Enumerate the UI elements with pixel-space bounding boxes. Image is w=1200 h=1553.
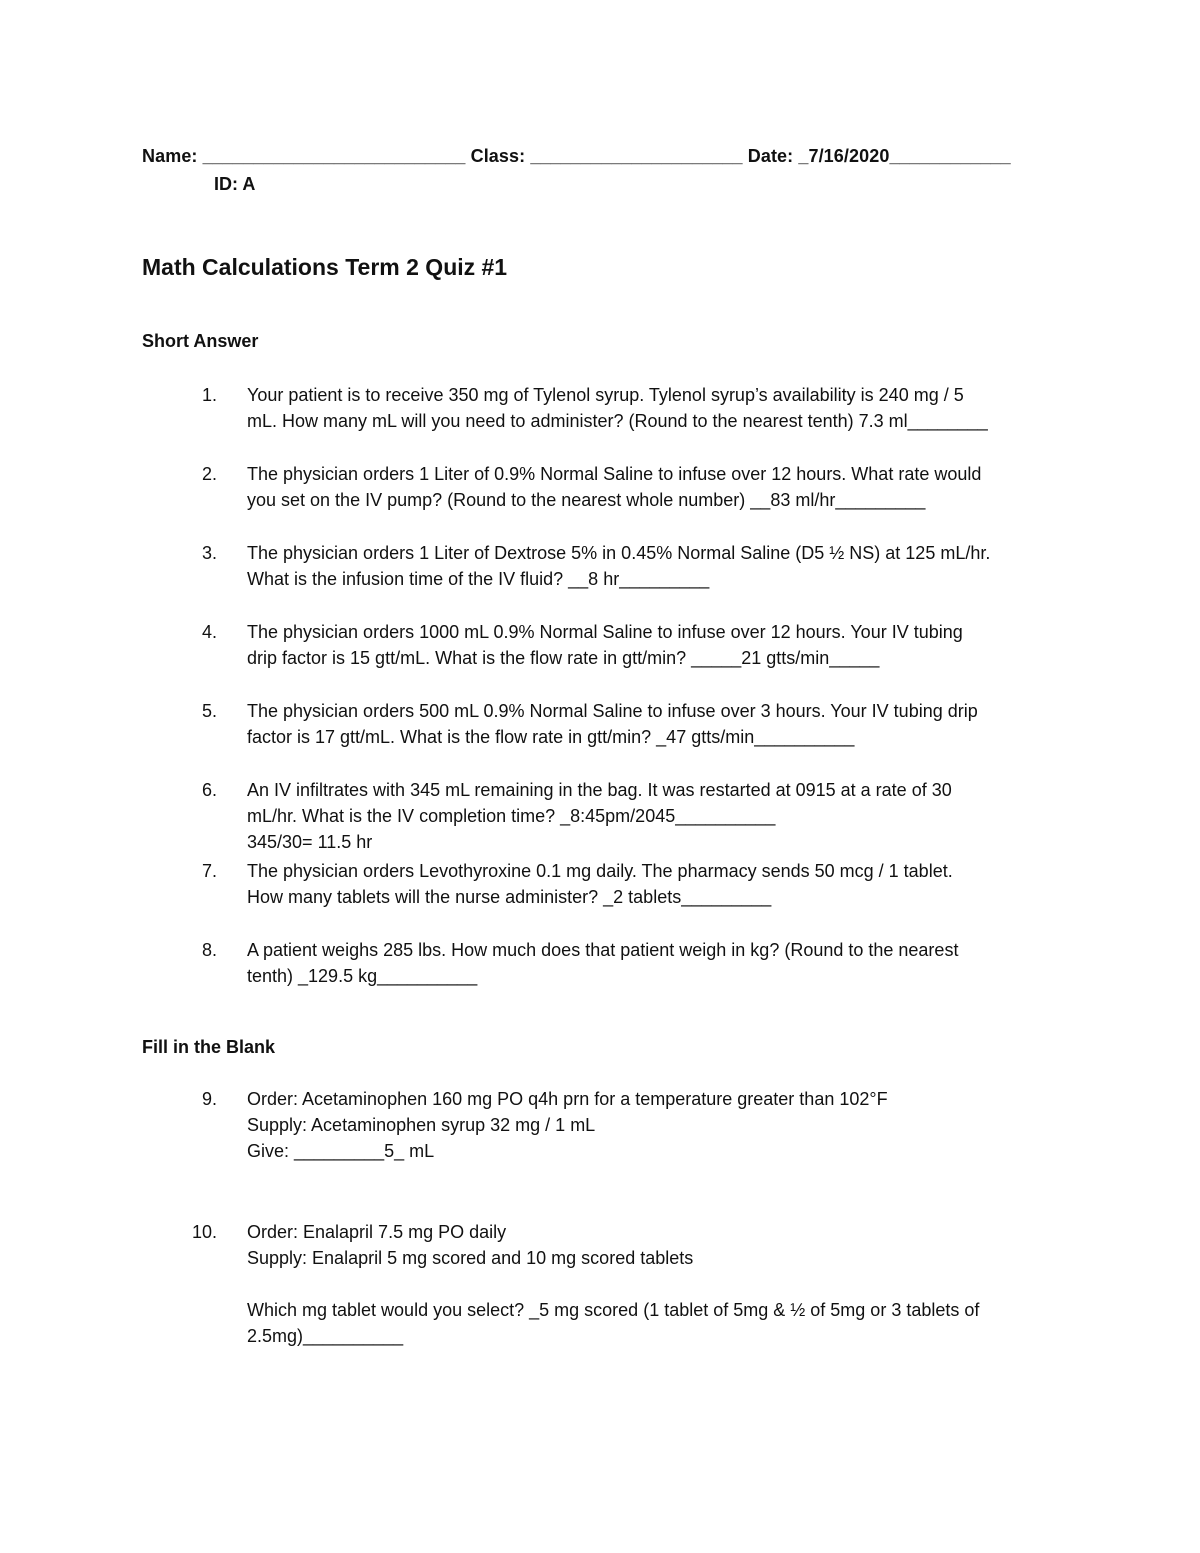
question-text: mL. How many mL will you need to administer? (Round to the nearest tenth) 7.3 ml________ xyxy=(247,411,988,431)
question-work: 345/30= 11.5 hr xyxy=(247,832,373,852)
question-text: The physician orders 1 Liter of 0.9% Normal Saline to infuse over 12 hours. What rate would xyxy=(247,464,982,484)
question-5 xyxy=(142,698,1102,750)
question-number: 8. xyxy=(202,940,218,960)
question-number: 10. xyxy=(192,1222,218,1242)
question-3 xyxy=(142,540,1102,592)
quiz-title: Math Calculations Term 2 Quiz #1 xyxy=(142,254,508,280)
question-text: 2.5mg)__________ xyxy=(247,1326,404,1346)
question-text: What is the infusion time of the IV fluid? __8 hr_________ xyxy=(247,569,710,589)
question-text: An IV infiltrates with 345 mL remaining in the bag. It was restarted at 0915 at a rate of 30 xyxy=(247,780,952,800)
question-4 xyxy=(142,619,1102,671)
question-6 xyxy=(142,777,1102,855)
question-text: The physician orders 1000 mL 0.9% Normal Saline to infuse over 12 hours. Your IV tubing xyxy=(247,622,963,642)
question-10 xyxy=(142,1219,1102,1349)
question-7 xyxy=(142,858,1102,910)
question-number: 7. xyxy=(202,861,218,881)
question-text: Order: Enalapril 7.5 mg PO daily xyxy=(247,1222,507,1242)
question-text: The physician orders Levothyroxine 0.1 mg daily. The pharmacy sends 50 mcg / 1 tablet. xyxy=(247,861,953,881)
question-number: 4. xyxy=(202,622,218,642)
question-number: 3. xyxy=(202,543,218,563)
question-text: Supply: Acetaminophen syrup 32 mg / 1 mL xyxy=(247,1115,596,1135)
question-text: drip factor is 15 gtt/mL. What is the flow rate in gtt/min? _____21 gtts/min_____ xyxy=(247,648,880,668)
question-1 xyxy=(142,382,1102,434)
section-short-answer: Short Answer xyxy=(142,331,259,351)
question-number: 1. xyxy=(202,385,218,405)
section-fill-in-the-blank: Fill in the Blank xyxy=(142,1037,276,1057)
question-2 xyxy=(142,461,1102,513)
question-number: 9. xyxy=(202,1089,218,1109)
question-spacer xyxy=(247,1271,1102,1297)
question-text: Supply: Enalapril 5 mg scored and 10 mg scored tablets xyxy=(247,1248,694,1268)
question-text: Which mg tablet would you select? _5 mg scored (1 tablet of 5mg & ½ of 5mg or 3 tablets of xyxy=(247,1300,980,1320)
question-text: you set on the IV pump? (Round to the nearest whole number) __83 ml/hr_________ xyxy=(247,490,926,510)
question-text: The physician orders 500 mL 0.9% Normal Saline to infuse over 3 hours. Your IV tubing drip xyxy=(247,701,978,721)
question-text: tenth) _129.5 kg__________ xyxy=(247,966,478,986)
question-number: 5. xyxy=(202,701,218,721)
question-text: Your patient is to receive 350 mg of Tylenol syrup. Tylenol syrup’s availability is 240 mg / 5 xyxy=(247,385,964,405)
question-8 xyxy=(142,937,1102,989)
header-name-class-date: Name: __________________________ Class: _____________________ Date: _7/16/2020____________ xyxy=(142,146,1011,166)
question-number: 2. xyxy=(202,464,218,484)
question-text: Give: _________5_ mL xyxy=(247,1141,435,1161)
header-id: ID: A xyxy=(214,174,256,194)
question-text: A patient weighs 285 lbs. How much does that patient weigh in kg? (Round to the nearest xyxy=(247,940,959,960)
question-text: The physician orders 1 Liter of Dextrose 5% in 0.45% Normal Saline (D5 ½ NS) at 125 mL/hr. xyxy=(247,543,991,563)
question-text: Order: Acetaminophen 160 mg PO q4h prn for a temperature greater than 102°F xyxy=(247,1089,888,1109)
question-text: mL/hr. What is the IV completion time? _8:45pm/2045__________ xyxy=(247,806,776,826)
question-text: factor is 17 gtt/mL. What is the flow rate in gtt/min? _47 gtts/min__________ xyxy=(247,727,855,747)
question-number: 6. xyxy=(202,780,218,800)
question-text: How many tablets will the nurse administer? _2 tablets_________ xyxy=(247,887,772,907)
question-9 xyxy=(142,1086,1102,1164)
